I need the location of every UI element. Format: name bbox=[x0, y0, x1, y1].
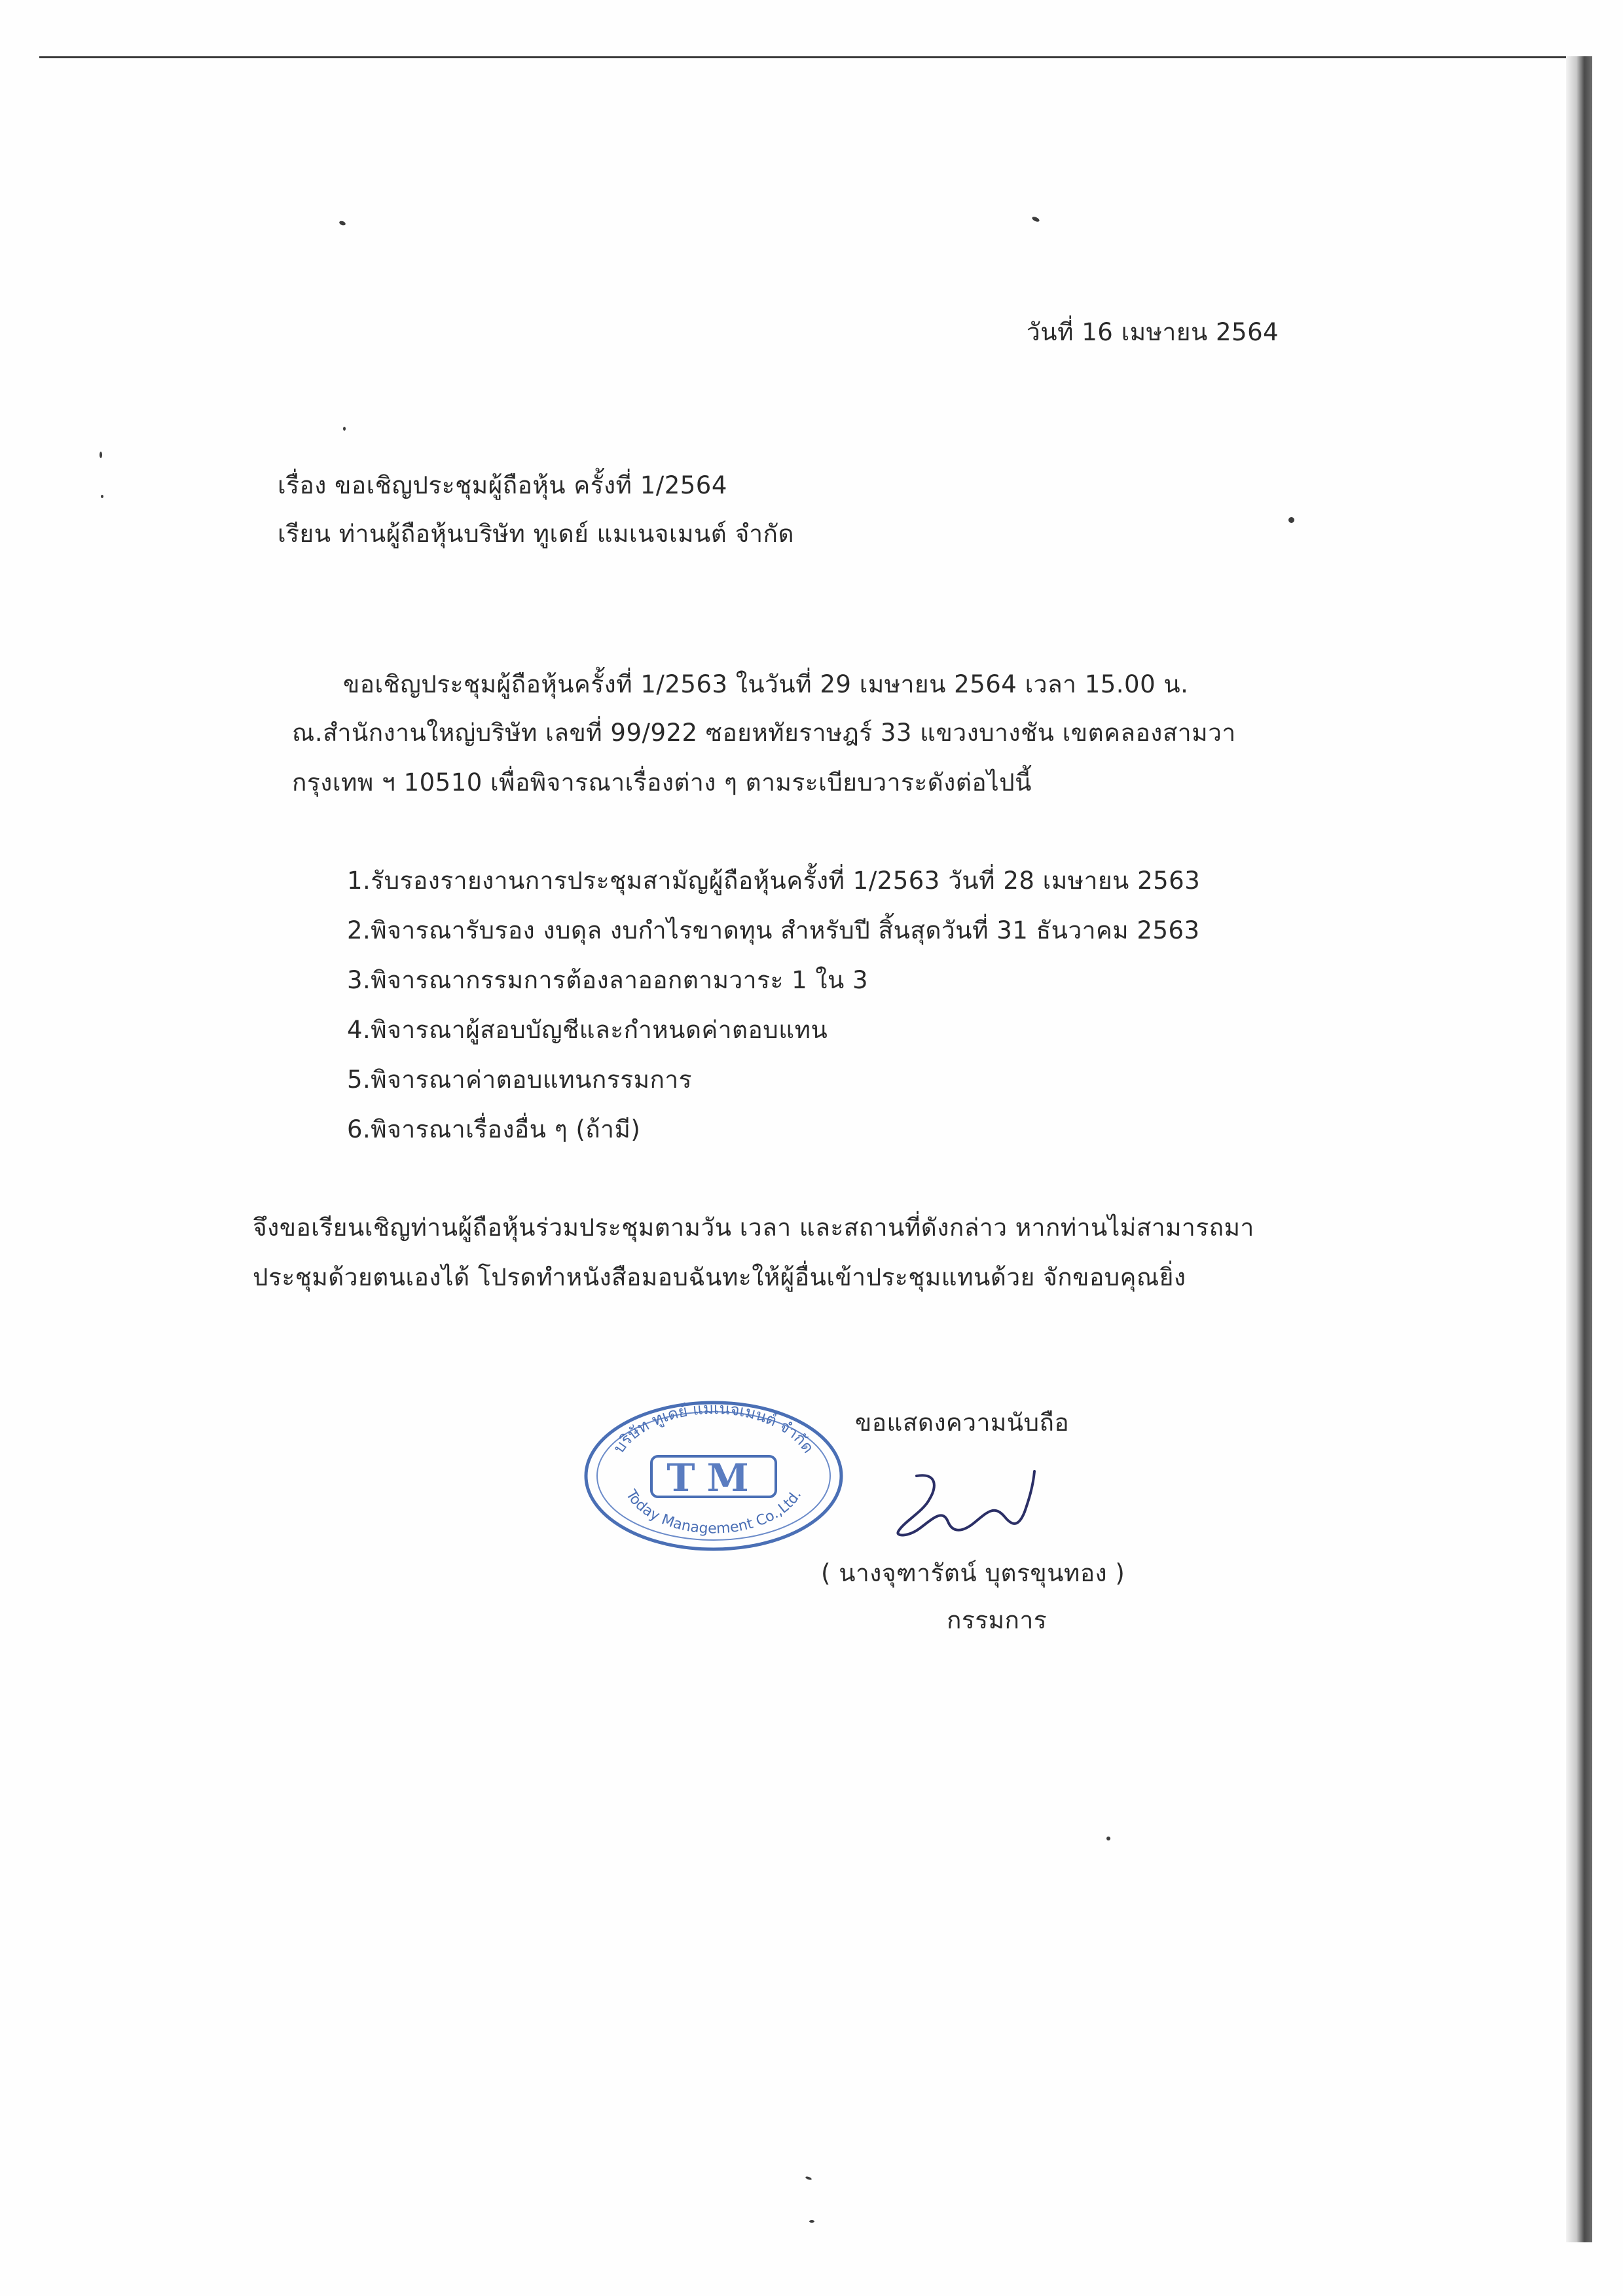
agenda-item: 4.พิจารณาผู้สอบบัญชีและกำหนดค่าตอบแทน bbox=[347, 1016, 828, 1044]
agenda-item: 2.พิจารณารับรอง งบดุล งบกำไรขาดทุน สำหรับปี สิ้นสุดวันที่ 31 ธันวาคม 2563 bbox=[347, 916, 1200, 944]
handwritten-signature bbox=[890, 1460, 1061, 1545]
scan-speck bbox=[101, 495, 103, 498]
scan-speck bbox=[338, 220, 346, 226]
scan-speck bbox=[1106, 1837, 1110, 1840]
scan-top-border bbox=[39, 56, 1578, 58]
letter-date: วันที่ 16 เมษายน 2564 bbox=[1027, 318, 1279, 346]
agenda-item: 1.รับรองรายงานการประชุมสามัญผู้ถือหุ้นครั้งที่ 1/2563 วันที่ 28 เมษายน 2563 bbox=[347, 867, 1201, 895]
scan-speck bbox=[343, 427, 346, 431]
closing-line: จึงขอเรียนเชิญท่านผู้ถือหุ้นร่วมประชุมตามวัน เวลา และสถานที่ดังกล่าว หากท่านไม่สามารถมา bbox=[253, 1213, 1254, 1242]
closing-line: ประชุมด้วยตนเองได้ โปรดทำหนังสือมอบฉันทะให้ผู้อื่นเข้าประชุมแทนด้วย จักขอบคุณยิ่ง bbox=[253, 1263, 1186, 1291]
body-line: ขอเชิญประชุมผู้ถือหุ้นครั้งที่ 1/2563 ในวันที่ 29 เมษายน 2564 เวลา 15.00 น. bbox=[343, 670, 1189, 698]
body-line: ณ.สำนักงานใหญ่บริษัท เลขที่ 99/922 ซอยหทัยราษฎร์ 33 แขวงบางชัน เขตคลองสามวา bbox=[292, 719, 1236, 747]
stamp-thai-text: บริษัท ทูเดย์ แมเนจเมนต์ จำกัด bbox=[610, 1399, 818, 1457]
signatory-name: ( นางจุฑารัตน์ บุตรขุนทอง ) bbox=[821, 1559, 1125, 1587]
scan-right-edge bbox=[1566, 56, 1592, 2242]
agenda-item: 6.พิจารณาเรื่องอื่น ๆ (ถ้ามี) bbox=[347, 1115, 641, 1143]
signatory-title: กรรมการ bbox=[947, 1606, 1048, 1634]
agenda-item: 3.พิจารณากรรมการต้องลาออกตามวาระ 1 ใน 3 bbox=[347, 966, 869, 994]
stamp-monogram: TM bbox=[666, 1456, 761, 1500]
stamp-english-text: Today Management Co.,Ltd. bbox=[622, 1487, 805, 1537]
company-stamp bbox=[576, 1394, 851, 1558]
scan-speck bbox=[809, 2220, 814, 2223]
scan-speck bbox=[1031, 216, 1040, 223]
scan-speck bbox=[805, 2176, 812, 2180]
agenda-item: 5.พิจารณาค่าตอบแทนกรรมการ bbox=[347, 1066, 693, 1094]
scan-speck bbox=[100, 452, 102, 458]
letter-subject: เรื่อง ขอเชิญประชุมผู้ถือหุ้น ครั้งที่ 1/2564 bbox=[278, 471, 727, 499]
regards-text: ขอแสดงความนับถือ bbox=[855, 1408, 1070, 1437]
body-line: กรุงเทพ ฯ 10510 เพื่อพิจารณาเรื่องต่าง ๆ ตามระเบียบวาระดังต่อไปนี้ bbox=[292, 768, 1032, 797]
scan-speck bbox=[1288, 517, 1294, 523]
letter-recipient: เรียน ท่านผู้ถือหุ้นบริษัท ทูเดย์ แมเนจเมนต์ จำกัด bbox=[278, 520, 794, 548]
